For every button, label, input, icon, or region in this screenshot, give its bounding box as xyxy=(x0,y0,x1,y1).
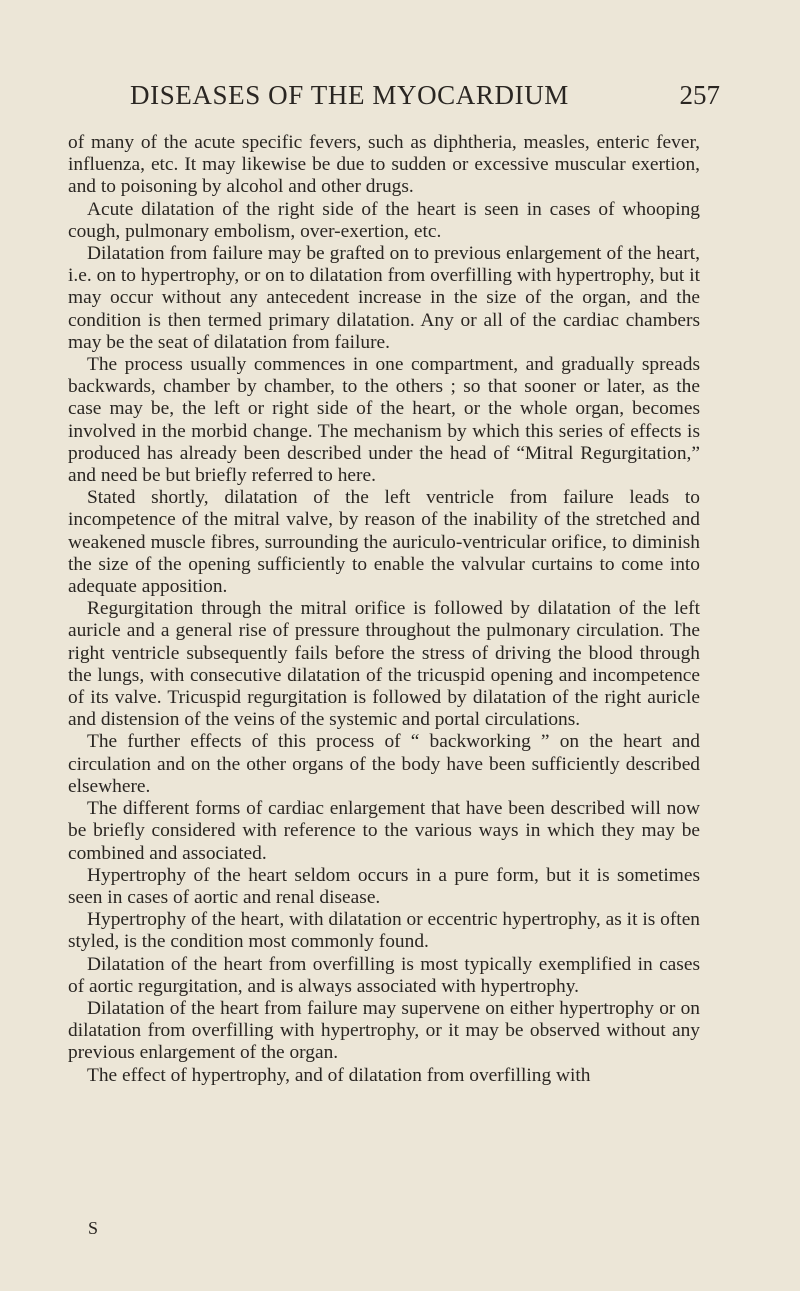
signature-mark: S xyxy=(88,1218,99,1238)
paragraph: The effect of hypertrophy, and of dilatation from overfilling with xyxy=(87,1064,591,1086)
paragraph: Hypertrophy of the heart seldom occurs in a pure form, but it is sometimes seen in cases of aortic and renal disease. xyxy=(68,864,700,908)
page-header xyxy=(60,80,720,120)
paragraph: The further effects of this process of “ backworking ” on the heart and circulation and on the other organs of the body have been sufficiently described elsewhere. xyxy=(68,731,700,797)
body-text xyxy=(68,132,700,1087)
paragraph: Dilatation of the heart from failure may supervene on either hypertrophy or on dilatation from overfilling with hypertrophy, or it may be observed without any previous enlargement of the organ. xyxy=(68,997,700,1064)
running-title: DISEASES OF THE MYOCARDIUM xyxy=(130,80,569,110)
paragraph: Dilatation from failure may be grafted on to previous enlargement of the heart, i.e. on to hypertrophy, or on to dilatation from overfilling with hypertrophy, but it may occur without any antecedent increase in the size of the organ, and the condition is then termed primary dilatation. Any or all of the cardiac chambers may be the seat of dilatation from failure. xyxy=(68,243,700,353)
page-number: 257 xyxy=(679,80,720,110)
paragraph: Hypertrophy of the heart, with dilatation or eccentric hypertrophy, as it is often styled, is the condition most commonly found. xyxy=(68,909,700,953)
paragraph: Stated shortly, dilatation of the left ventricle from failure leads to incompetence of the mitral valve, by reason of the inability of the stretched and weakened muscle fibres, surrounding the auriculo-ventricular orifice, to diminish the size of the opening sufficiently to enable the valvular curtains to come into adequate apposition. xyxy=(68,487,700,598)
paragraph: Regurgitation through the mitral orifice is followed by dilatation of the left auricle and a general rise of pressure throughout the pulmonary circulation. The right ventricle subsequently fails before the stress of driving the blood through the lungs, with consecutive dilatation of the tricuspid opening and incompetence of its valve. Tricuspid regurgitation is followed by dilatation of the right auricle and distension of the veins of the systemic and portal circulations. xyxy=(68,598,700,731)
paragraph: Dilatation of the heart from overfilling is most typically exemplified in cases of aortic regurgitation, and is always associated with hypertrophy. xyxy=(68,953,700,997)
paragraph: of many of the acute specific fevers, such as diphtheria, measles, enteric fever, influenza, etc. It may likewise be due to sudden or excessive muscular exertion, and to poisoning by alcohol and other drugs. xyxy=(68,132,700,198)
paragraph: The process usually commences in one compartment, and gradually spreads backwards, chamber by chamber, to the others ; so that sooner or later, as the case may be, the left or right side of the heart, or the whole organ, becomes involved in the morbid change. The mechanism by which this series of effects is produced has already been described under the head of “Mitral Regurgitation,” and need be but briefly referred to here. xyxy=(68,354,700,487)
paragraph: The different forms of cardiac enlargement that have been described will now be briefly considered with reference to the various ways in which they may be combined and associated. xyxy=(68,798,700,864)
paragraph: Acute dilatation of the right side of the heart is seen in cases of whooping cough, pulmonary embolism, over-exertion, etc. xyxy=(68,198,700,242)
